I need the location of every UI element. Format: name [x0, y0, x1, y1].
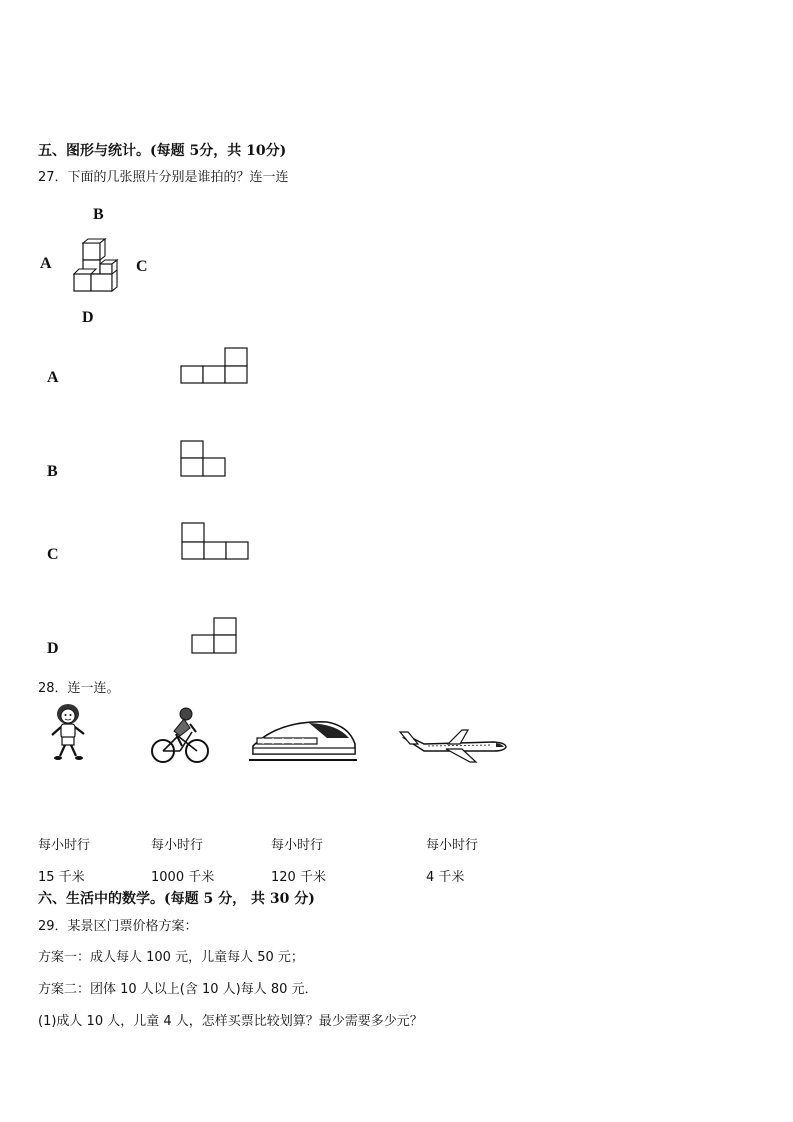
direction-label-c: C — [136, 258, 148, 275]
view-d-figure — [192, 617, 240, 655]
speed-label-2-line1: 每小时行 — [151, 838, 204, 853]
section-5-title: 五、图形与统计。(每题 5分，共 10分) — [38, 143, 287, 159]
speed-label-4-line1: 每小时行 — [426, 838, 479, 853]
plan-1-text: 方案一：成人每人 100 元，儿童每人 50 元； — [38, 950, 304, 965]
section-6-title: 六、生活中的数学。(每题 5 分， 共 30 分) — [38, 891, 315, 907]
view-b-figure — [181, 440, 229, 478]
speed-label-3-line2: 120 千米 — [271, 870, 326, 885]
view-label-c: C — [47, 546, 59, 563]
speed-label-3-line1: 每小时行 — [271, 838, 324, 853]
subquestion-1-text: (1)成人 10 人，儿童 4 人，怎样买票比较划算？最少需要多少元？ — [38, 1014, 423, 1029]
view-label-b: B — [47, 463, 58, 480]
plan-2-text: 方案二：团体 10 人以上(含 10 人)每人 80 元． — [38, 982, 318, 997]
cube-arrangement-figure — [70, 238, 122, 296]
question-27-text: 27．下面的几张照片分别是谁拍的？连一连 — [38, 170, 289, 185]
airplane-icon — [398, 724, 510, 766]
speed-label-1-line2: 15 千米 — [38, 870, 85, 885]
speed-label-2-line2: 1000 千米 — [151, 870, 215, 885]
view-a-figure — [181, 347, 251, 385]
cyclist-icon — [150, 706, 210, 766]
speed-label-1-line1: 每小时行 — [38, 838, 91, 853]
train-icon — [249, 716, 359, 766]
girl-walking-icon — [48, 702, 88, 762]
direction-label-b: B — [93, 206, 104, 223]
view-label-d: D — [47, 640, 59, 657]
question-29-text: 29．某景区门票价格方案： — [38, 919, 198, 934]
direction-label-a: A — [40, 255, 52, 272]
view-c-figure — [182, 522, 254, 562]
speed-label-4-line2: 4 千米 — [426, 870, 465, 885]
direction-label-d: D — [82, 309, 94, 326]
view-label-a: A — [47, 369, 59, 386]
question-28-text: 28．连一连。 — [38, 681, 120, 696]
